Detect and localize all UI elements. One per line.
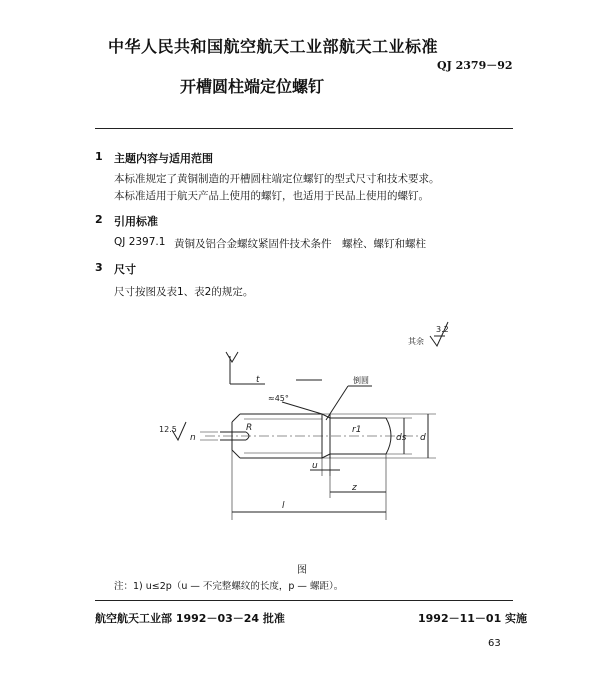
shoulder-chamfer-bottom: [322, 454, 330, 458]
r-label: R: [246, 423, 253, 433]
chamfer-leader-line: [326, 386, 348, 420]
n-label: n: [190, 433, 196, 443]
section-1-number: 1: [95, 150, 103, 163]
section-1-paragraph-1: 本标准规定了黄铜制造的开槽圆柱端定位螺钉的型式尺寸和技术要求。: [114, 173, 440, 185]
section-1-title: 主题内容与适用范围: [114, 152, 213, 165]
section-3-number: 3: [95, 261, 103, 274]
section-2-title: 引用标准: [114, 215, 158, 228]
reference-title: 黄铜及铝合金螺纹紧固件技术条件 螺栓、螺钉和螺柱: [174, 238, 426, 250]
section-3-paragraph: 尺寸按图及表1、表2的规定。: [114, 286, 254, 298]
roughness-main-value: 3.2: [436, 325, 449, 334]
page-number: 63: [488, 638, 501, 649]
effective-date: 1992－11－01 实施: [418, 612, 528, 625]
u-label: u: [312, 461, 318, 471]
section-3-title: 尺寸: [114, 263, 136, 276]
z-label: z: [352, 483, 357, 493]
chamfer-angle-leader: [282, 402, 322, 414]
roughness-slot-symbol: [226, 352, 238, 362]
approval-date: 航空航天工业部 1992－03－24 批准: [95, 612, 285, 625]
angle-label: ≈45°: [268, 394, 289, 403]
r1-label: r1: [352, 425, 362, 435]
roughness-end-value: 12.5: [159, 425, 177, 434]
chamfer-label: 倒圆: [353, 376, 369, 385]
issuing-organization: 中华人民共和国航空航天工业部航天工业标准: [108, 37, 439, 56]
standard-code: QJ 2379－92: [437, 59, 513, 72]
head-chamfer-top: [232, 414, 240, 422]
footer-divider: [95, 600, 513, 601]
d-label: d: [420, 433, 426, 443]
ds-label: ds: [396, 433, 407, 443]
section-1-paragraph-2: 本标准适用于航天产品上使用的螺钉，也适用于民品上使用的螺钉。: [114, 190, 429, 202]
reference-code: QJ 2397.1: [114, 236, 166, 248]
figure-note: 注：1) u≤2p（u — 不完整螺纹的长度，p — 螺距）。: [114, 581, 344, 592]
t-label: t: [256, 375, 260, 385]
figure-caption: 图: [297, 565, 307, 576]
document-title: 开槽圆柱端定位螺钉: [180, 77, 325, 96]
section-2-number: 2: [95, 213, 103, 226]
head-chamfer-bottom: [232, 450, 240, 458]
remainder-label: 其余: [408, 337, 424, 346]
l-label: l: [282, 501, 285, 511]
